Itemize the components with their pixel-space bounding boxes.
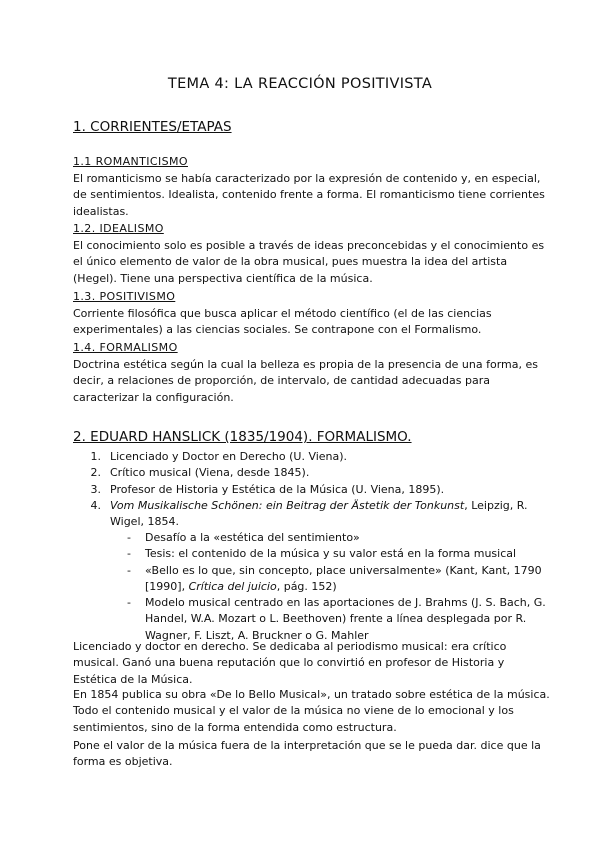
paragraph-2: En 1854 publica su obra «De lo Bello Musical», un tratado sobre estética de la música. Todo el contenido musical y el valor de la música no viene de lo emocional y los sentimientos, sino de la forma entendida como estructura.: [73, 688, 550, 734]
list-item: 4. Vom Musikalische Schönen: ein Beitrag der Ästetik der Tonkunst, Leipzig, R. Wigel, 1854.: [90, 498, 528, 529]
dash-item: - Modelo musical centrado en las aportaciones de J. Brahms (J. S. Bach, G. Handel, W.A. Mozart o L. Beethoven) frente a línea desplegada por R. Wagner, F. Liszt, A. Bruckner o G. Mahler: [127, 596, 546, 642]
cited-work-title: Crítica del juicio: [188, 579, 277, 593]
page-title: TEMA 4: LA REACCIÓN POSITIVISTA: [167, 76, 433, 92]
dash-list: [127, 530, 549, 644]
subsection-romanticismo-text: El romanticismo se había caracterizado por la expresión de contenido y, en especial, de sentimientos. Idealista, contenido frente a forma. El romanticismo tiene corrientes idealistas.: [73, 172, 545, 218]
subsection-idealismo-text: El conocimiento solo es posible a través de ideas preconcebidas y el conocimiento es el único elemento de valor de la obra musical, pues muestra la idea del artista (Hegel). Tiene una perspectiva científica de la música.: [73, 239, 545, 285]
list-item: 2. Crítico musical (Viena, desde 1845).: [90, 466, 310, 480]
book-title: Vom Musikalische Schönen: ein Beitrag der Ästetik der Tonkunst: [110, 498, 465, 512]
subsection-positivismo-text: Corriente filosófica que busca aplicar el método científico (el de las ciencias experimentales) a las ciencias sociales. Se contrapone con el Formalismo.: [73, 307, 492, 337]
subsection-formalismo-heading: 1.4. FORMALISMO: [73, 341, 178, 354]
section-2-heading: 2. EDUARD HANSLICK (1835/1904). FORMALISMO.: [73, 429, 412, 445]
paragraph-3: Pone el valor de la música fuera de la interpretación que se le pueda dar. dice que la forma es objetiva.: [73, 739, 541, 769]
section-1-heading: 1. CORRIENTES/ETAPAS: [73, 119, 232, 135]
dash-item: - «Bello es lo que, sin concepto, place universalmente» (Kant, Kant, 1790 [1990], Crítica del juicio, pág. 152): [127, 563, 542, 593]
subsection-formalismo-text: Doctrina estética según la cual la belleza es propia de la presencia de una forma, es decir, a relaciones de proporción, de intervalo, de cantidad adecuadas para caracterizar la configuración.: [73, 358, 538, 404]
subsection-romanticismo-heading: 1.1 ROMANTICISMO: [73, 155, 188, 168]
paragraph-1: Licenciado y doctor en derecho. Se dedicaba al periodismo musical: era crítico musical. Ganó una buena reputación que lo convirtió en profesor de Historia y Estética de la Música.: [73, 640, 507, 686]
dash-item: - Desafío a la «estética del sentimiento»: [127, 531, 360, 544]
subsection-idealismo-heading: 1.2. IDEALISMO: [73, 222, 164, 235]
list-item: 1. Licenciado y Doctor en Derecho (U. Viena).: [90, 450, 348, 463]
list-item: 3. Profesor de Historia y Estética de la Música (U. Viena, 1895).: [90, 482, 445, 496]
numbered-list: [87, 449, 549, 530]
subsection-positivismo-heading: 1.3. POSITIVISMO: [73, 290, 176, 303]
dash-item: - Tesis: el contenido de la música y su valor está en la forma musical: [127, 547, 517, 561]
